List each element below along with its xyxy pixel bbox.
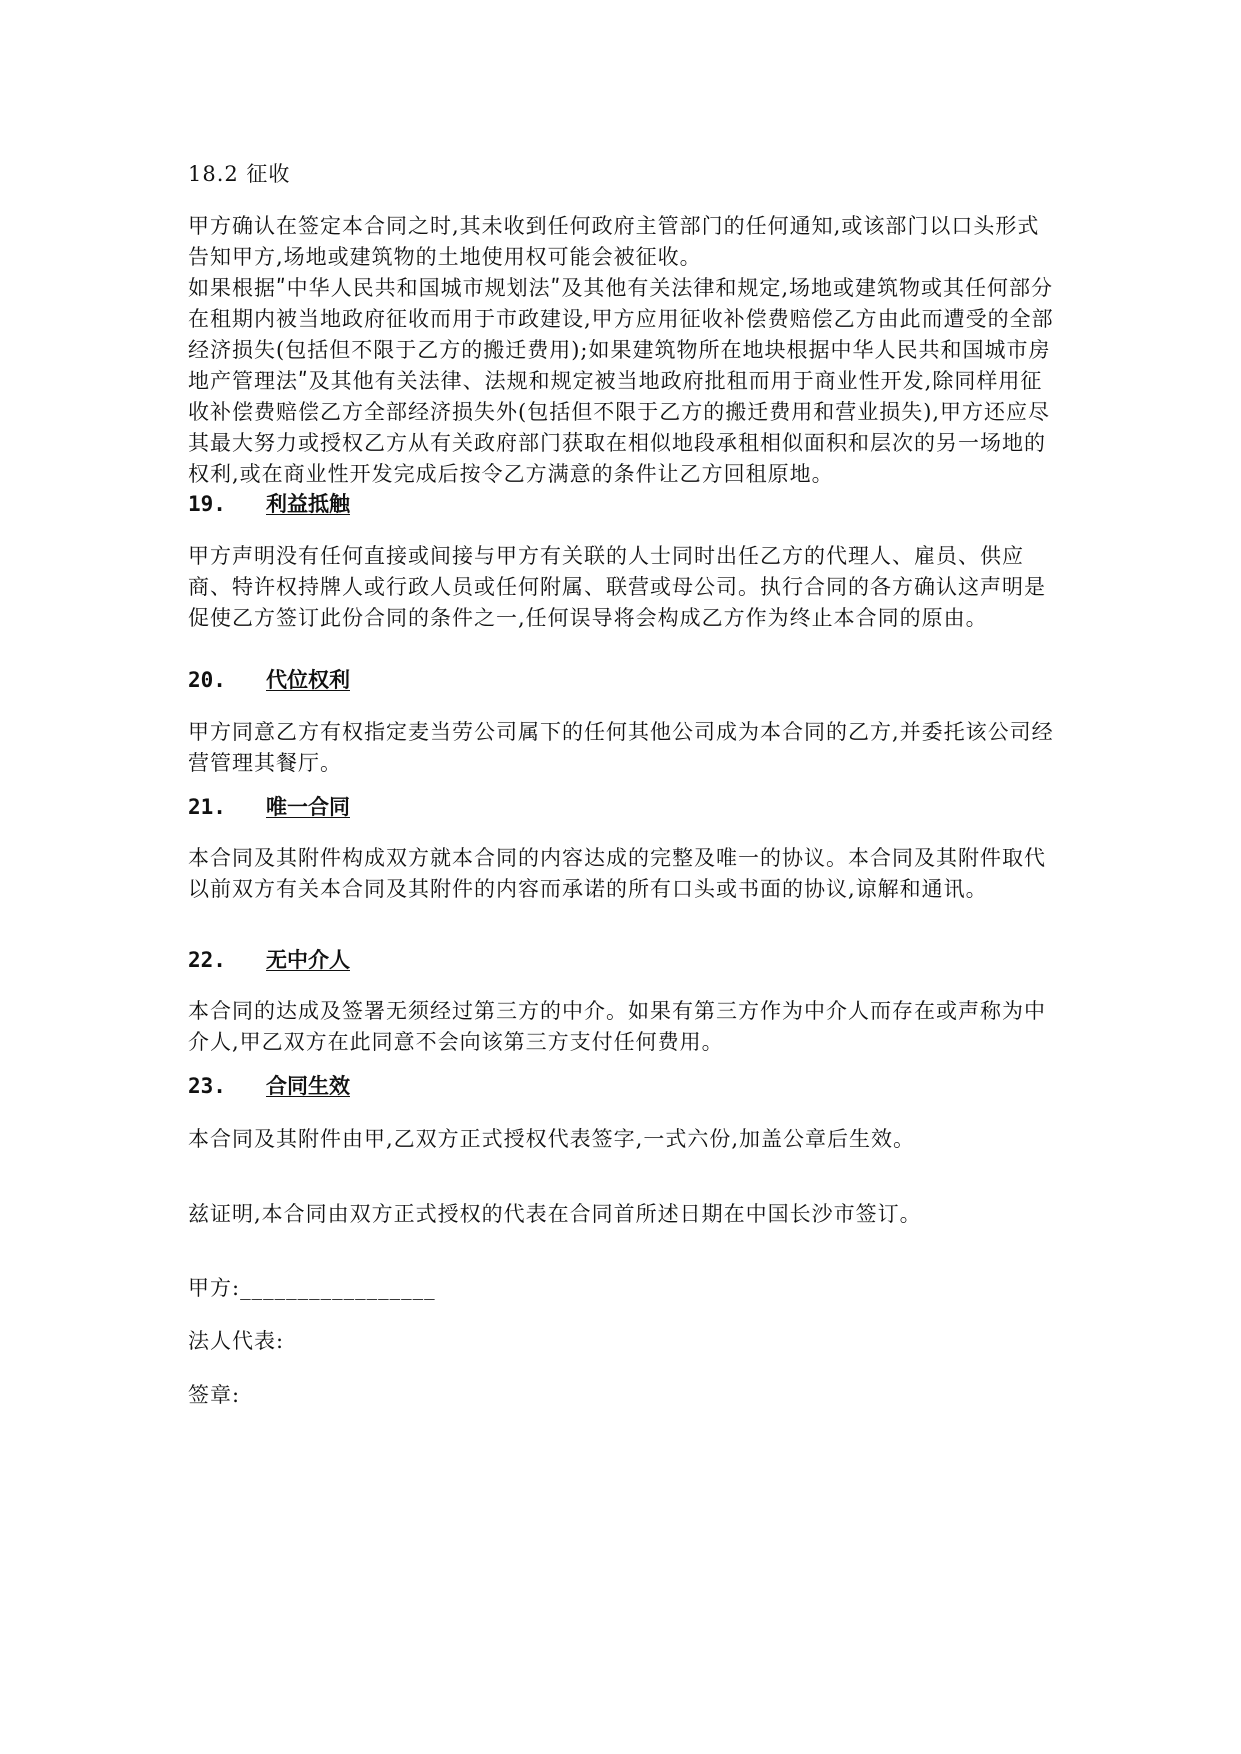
legal-representative-label: 法人代表: (188, 1329, 285, 1353)
section-18-2-paragraph-1: 甲方确认在签定本合同之时,其未收到任何政府主管部门的任何通知,或该部门以口头形式告知甲方,场地或建筑物的土地使用权可能会被征收。 (188, 214, 1040, 269)
section-22-title: 无中介人 (266, 948, 350, 972)
section-23-number: 23. (188, 1074, 226, 1098)
section-21-body: 本合同及其附件构成双方就本合同的内容达成的完整及唯一的协议。本合同及其附件取代以前双方有关本合同及其附件的内容而承诺的所有口头或书面的协议,谅解和通讯。 (188, 846, 1046, 901)
section-23-title: 合同生效 (266, 1074, 350, 1098)
section-19-body: 甲方声明没有任何直接或间接与甲方有关联的人士同时出任乙方的代理人、雇员、供应商、特许权持牌人或行政人员或任何附属、联营或母公司。执行合同的各方确认这声明是促使乙方签订此份合同的条件之一,任何误导将会构成乙方作为终止本合同的原由。 (188, 544, 1046, 630)
witness-statement: 兹证明,本合同由双方正式授权的代表在合同首所述日期在中国长沙市签订。 (188, 1202, 922, 1226)
section-23-heading (188, 1072, 350, 1100)
section-20-title: 代位权利 (266, 668, 350, 692)
section-21-heading (188, 793, 350, 821)
section-22-body: 本合同的达成及签署无须经过第三方的中介。如果有第三方作为中介人而存在或声称为中介人,甲乙双方在此同意不会向该第三方支付任何费用。 (188, 999, 1046, 1054)
section-19-title: 利益抵触 (266, 492, 350, 516)
section-20-heading (188, 666, 350, 694)
section-19-heading (188, 490, 350, 518)
section-18-2-paragraph-2: 如果根据ʺ中华人民共和国城市规划法ʺ及其他有关法律和规定,场地或建筑物或其任何部分在租期内被当地政府征收而用于市政建设,甲方应用征收补偿费赔偿乙方由此而遭受的全部经济损失(包括但不限于乙方的搬迁费用);如果建筑物所在地块根据中华人民共和国城市房地产管理法ʺ及其他有关法律、法规和规定被当地政府批租而用于商业性开发,除同样用征收补偿费赔偿乙方全部经济损失外(包括但不限于乙方的搬迁费用和营业损失),甲方还应尽其最大努力或授权乙方从有关政府部门获取在相似地段承租相似面积和层次的另一场地的权利,或在商业性开发完成后按令乙方满意的条件让乙方回租原地。 (188, 276, 1054, 486)
section-23-body: 本合同及其附件由甲,乙双方正式授权代表签字,一式六份,加盖公章后生效。 (188, 1127, 916, 1151)
section-22-heading (188, 946, 350, 974)
party-a-signature-line: 甲方:_________________ (188, 1276, 436, 1300)
section-19-number: 19. (188, 492, 226, 516)
section-21-number: 21. (188, 795, 226, 819)
section-20-number: 20. (188, 668, 226, 692)
section-18-2-title: 18.2 征收 (188, 162, 291, 186)
section-21-title: 唯一合同 (266, 795, 350, 819)
seal-label: 签章: (188, 1383, 241, 1407)
section-20-body: 甲方同意乙方有权指定麦当劳公司属下的任何其他公司成为本合同的乙方,并委托该公司经营管理其餐厅。 (188, 720, 1054, 775)
section-22-number: 22. (188, 948, 226, 972)
